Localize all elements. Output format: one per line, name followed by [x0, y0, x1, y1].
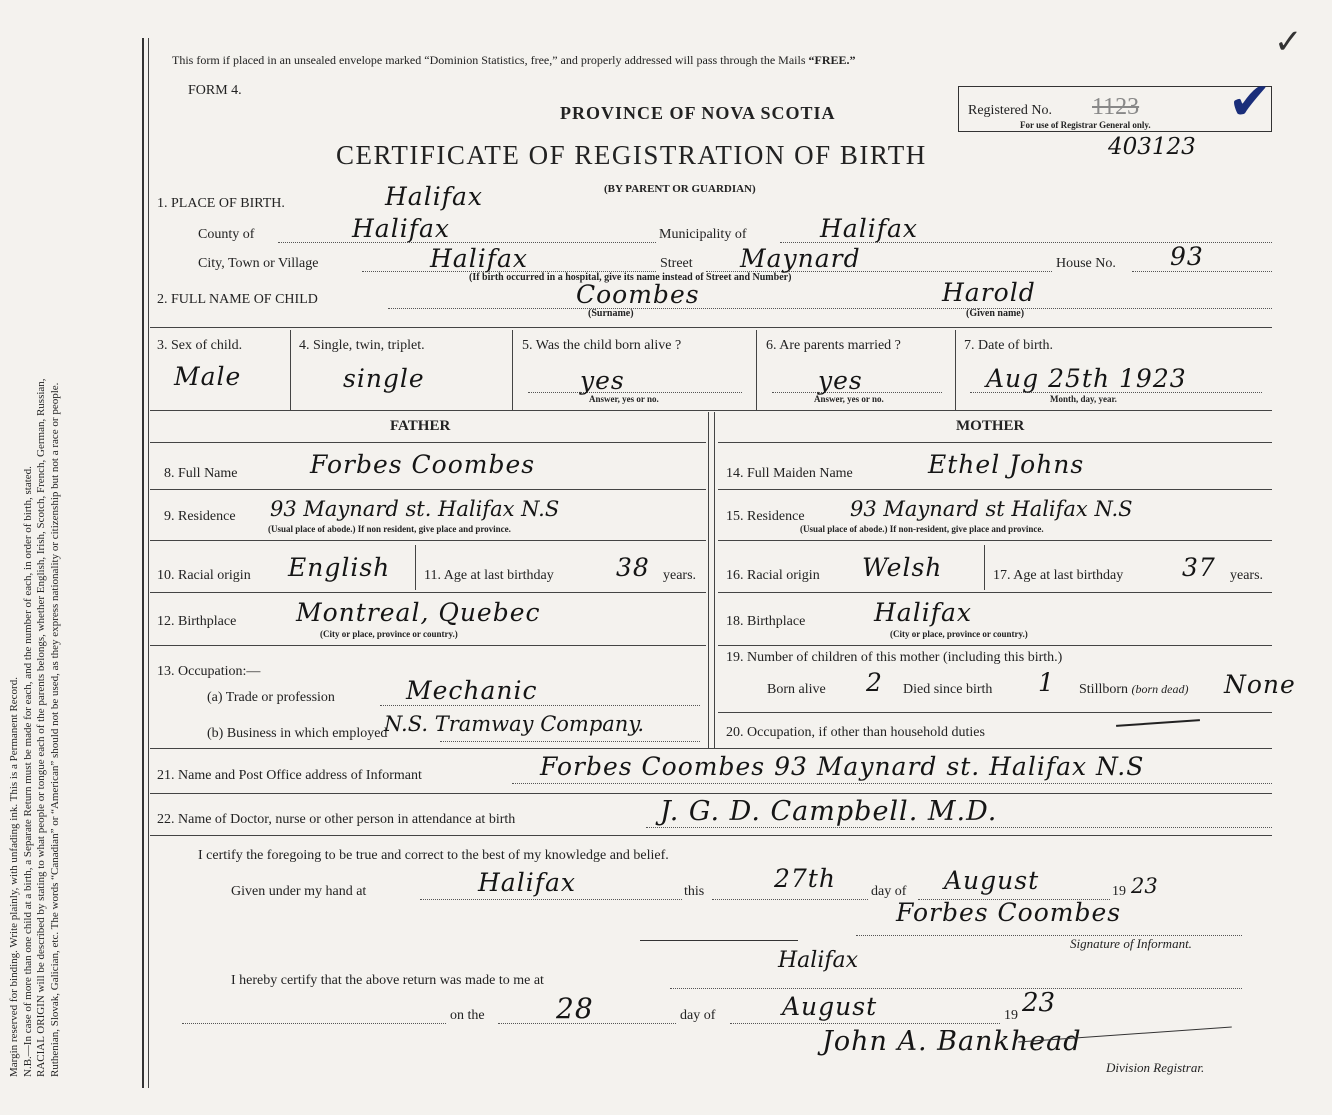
father-years-label: years. — [663, 568, 697, 583]
parents-married-label: 6. Are parents married ? — [766, 338, 901, 353]
stillborn-value: None — [1224, 670, 1296, 699]
father-birthplace-label: 12. Birthplace — [157, 614, 237, 629]
mother-residence-label: 15. Residence — [726, 509, 805, 524]
children-count-label: 19. Number of children of this mother (including this birth.) — [726, 650, 1063, 665]
given-name-note: (Given name) — [966, 308, 1025, 319]
street-label: Street — [660, 256, 693, 271]
mother-name-label: 14. Full Maiden Name — [726, 466, 853, 481]
mother-birthplace-value: Halifax — [874, 598, 972, 627]
mother-occupation-dash — [1116, 719, 1200, 727]
child-given-name-value: Harold — [942, 278, 1036, 307]
municipality-label: Municipality of — [659, 227, 747, 242]
doctor-value: J. G. D. Campbell. M.D. — [660, 796, 998, 827]
registrar-signature: John A. Bankhead — [822, 1026, 1082, 1057]
registrar-month-value: August — [782, 992, 878, 1021]
postal-note: This form if placed in an unsealed envelope marked “Dominion Statistics, free,” and properly addressed will pass through the Mails “FREE.” — [172, 53, 856, 67]
born-alive-note: Answer, yes or no. — [589, 394, 659, 404]
parents-married-note: Answer, yes or no. — [814, 394, 884, 404]
house-number-label: House No. — [1056, 256, 1116, 271]
mother-age-label: 17. Age at last birthday — [993, 568, 1124, 583]
sex-value: Male — [174, 362, 242, 391]
given-day-of-label: day of — [871, 884, 907, 899]
date-of-birth-note: Month, day, year. — [1050, 394, 1117, 404]
father-name-label: 8. Full Name — [164, 466, 238, 481]
father-business-value: N.S. Tramway Company. — [384, 712, 645, 736]
registrar-on-the-label: on the — [450, 1008, 485, 1023]
father-racial-origin-value: English — [288, 553, 391, 582]
registered-label: Registered No. — [968, 103, 1052, 118]
mother-birthplace-note: (City or place, province or country.) — [890, 629, 1028, 639]
mother-residence-note: (Usual place of abode.) If non-resident, give place and province. — [800, 524, 1044, 534]
father-trade-value: Mechanic — [406, 676, 538, 705]
father-age-label: 11. Age at last birthday — [424, 568, 554, 583]
municipality-value: Halifax — [820, 214, 918, 243]
this-label: this — [684, 884, 705, 899]
born-alive-count-label: Born alive — [767, 682, 826, 697]
date-of-birth-label: 7. Date of birth. — [964, 338, 1054, 353]
mother-age-value: 37 — [1182, 553, 1216, 582]
child-name-label: 2. FULL NAME OF CHILD — [157, 292, 318, 307]
died-since-birth-label: Died since birth — [903, 682, 993, 697]
stamped-number: 403123 — [1108, 134, 1196, 160]
registrar-signature-label: Division Registrar. — [1106, 1060, 1205, 1075]
father-occupation-label: 13. Occupation:— — [157, 664, 261, 679]
plurality-label: 4. Single, twin, triplet. — [299, 338, 425, 353]
certify-statement: I certify the foregoing to be true and correct to the best of my knowledge and belief. — [198, 848, 669, 863]
informant-value: Forbes Coombes 93 Maynard st. Halifax N.S — [540, 752, 1145, 781]
father-residence-value: 93 Maynard st. Halifax N.S — [270, 497, 560, 521]
margin-note-3: RACIAL ORIGIN will be described by stating to what people or tongue each of the parents belongs, whether English, Irish, Scotch, French, German, Russian, — [35, 378, 47, 1077]
father-residence-note: (Usual place of abode.) If non resident, give place and province. — [268, 524, 511, 534]
certificate-title: CERTIFICATE OF REGISTRATION OF BIRTH — [336, 140, 927, 170]
given-place-value: Halifax — [478, 868, 576, 897]
father-name-value: Forbes Coombes — [310, 450, 536, 479]
father-age-value: 38 — [616, 553, 650, 582]
place-of-birth-label: 1. PLACE OF BIRTH. — [157, 196, 285, 211]
father-birthplace-value: Montreal, Quebec — [296, 598, 541, 627]
hospital-note: (If birth occurred in a hospital, give its name instead of Street and Number) — [469, 272, 792, 283]
mother-name-value: Ethel Johns — [928, 450, 1085, 479]
place-of-birth-value: Halifax — [385, 182, 483, 211]
margin-note-4: Ruthenian, Slovak, Galician, etc. The words “Canadian” or “American” should not be used, as they express nationality or citizenship but not a race or people. — [48, 382, 61, 1077]
street-value: Maynard — [740, 244, 861, 273]
house-number-value: 93 — [1170, 242, 1204, 271]
child-surname-value: Coombes — [576, 280, 700, 309]
registrar-year-value: 23 — [1022, 988, 1056, 1018]
registered-number: 1123 — [1092, 94, 1140, 120]
registrar-note: For use of Registrar General only. — [1020, 120, 1151, 130]
doctor-label: 22. Name of Doctor, nurse or other person in attendance at birth — [157, 812, 516, 827]
city-label: City, Town or Village — [198, 256, 319, 271]
check-mark: ✔ — [1228, 74, 1272, 131]
father-heading: FATHER — [390, 418, 451, 434]
corner-tick-mark: ✓ — [1274, 24, 1303, 61]
father-birthplace-note: (City or place, province or country.) — [320, 629, 458, 639]
binding-line-inner — [148, 38, 149, 1088]
informant-signature-label: Signature of Informant. — [1070, 936, 1192, 951]
stillborn-note: (born dead) — [1131, 682, 1189, 696]
mother-heading: MOTHER — [956, 418, 1025, 434]
plurality-value: single — [343, 364, 425, 393]
surname-note: (Surname) — [588, 308, 634, 319]
born-alive-value: yes — [580, 366, 625, 395]
county-value: Halifax — [352, 214, 450, 243]
born-alive-label: 5. Was the child born alive ? — [522, 338, 682, 353]
date-of-birth-value: Aug 25th 1923 — [986, 364, 1187, 393]
informant-label: 21. Name and Post Office address of Informant — [157, 768, 422, 783]
registrar-day-of-label: day of — [680, 1008, 716, 1023]
sex-label: 3. Sex of child. — [157, 338, 243, 353]
mother-racial-origin-label: 16. Racial origin — [726, 568, 820, 583]
mother-years-label: years. — [1230, 568, 1264, 583]
city-value: Halifax — [430, 244, 528, 273]
father-business-label: (b) Business in which employed — [207, 726, 388, 741]
mother-residence-value: 93 Maynard st Halifax N.S — [850, 497, 1133, 521]
father-racial-origin-label: 10. Racial origin — [157, 568, 251, 583]
form-number: FORM 4. — [188, 83, 242, 98]
certificate-subtitle: (BY PARENT OR GUARDIAN) — [604, 183, 756, 195]
father-residence-label: 9. Residence — [164, 509, 236, 524]
given-month-value: August — [944, 866, 1040, 895]
mother-occupation-label: 20. Occupation, if other than household duties — [726, 725, 985, 740]
parents-married-value: yes — [818, 366, 863, 395]
given-day-value: 27th — [774, 864, 836, 893]
registrar-day-value: 28 — [556, 992, 594, 1025]
margin-notes — [8, 47, 62, 1077]
county-label: County of — [198, 227, 255, 242]
father-trade-label: (a) Trade or profession — [207, 690, 335, 705]
margin-note-2: N.B.—In case of more than one child at a birth, a Separate Return must be made for each, and the number of each, in order of birth, stated. — [21, 466, 34, 1077]
margin-note-1: Margin reserved for binding. Write plainly, with unfading ink. This is a Permanent Record. — [8, 677, 20, 1077]
mother-racial-origin-value: Welsh — [862, 553, 943, 582]
registrar-statement: I hereby certify that the above return was made to me at — [231, 973, 544, 988]
mother-birthplace-label: 18. Birthplace — [726, 614, 806, 629]
registrar-place-value: Halifax — [778, 948, 859, 973]
informant-signature: Forbes Coombes — [896, 898, 1122, 927]
binding-line — [142, 38, 144, 1088]
stillborn-label: Stillborn (born dead) — [1079, 682, 1189, 697]
given-under-hand-label: Given under my hand at — [231, 884, 367, 899]
registrar-year-prefix: 19 — [1004, 1008, 1018, 1023]
died-since-birth-value: 1 — [1038, 668, 1055, 697]
given-year-prefix: 19 — [1112, 884, 1126, 899]
born-alive-count-value: 2 — [866, 668, 883, 697]
given-year-value: 23 — [1131, 874, 1158, 898]
province-heading: PROVINCE OF NOVA SCOTIA — [560, 103, 836, 123]
